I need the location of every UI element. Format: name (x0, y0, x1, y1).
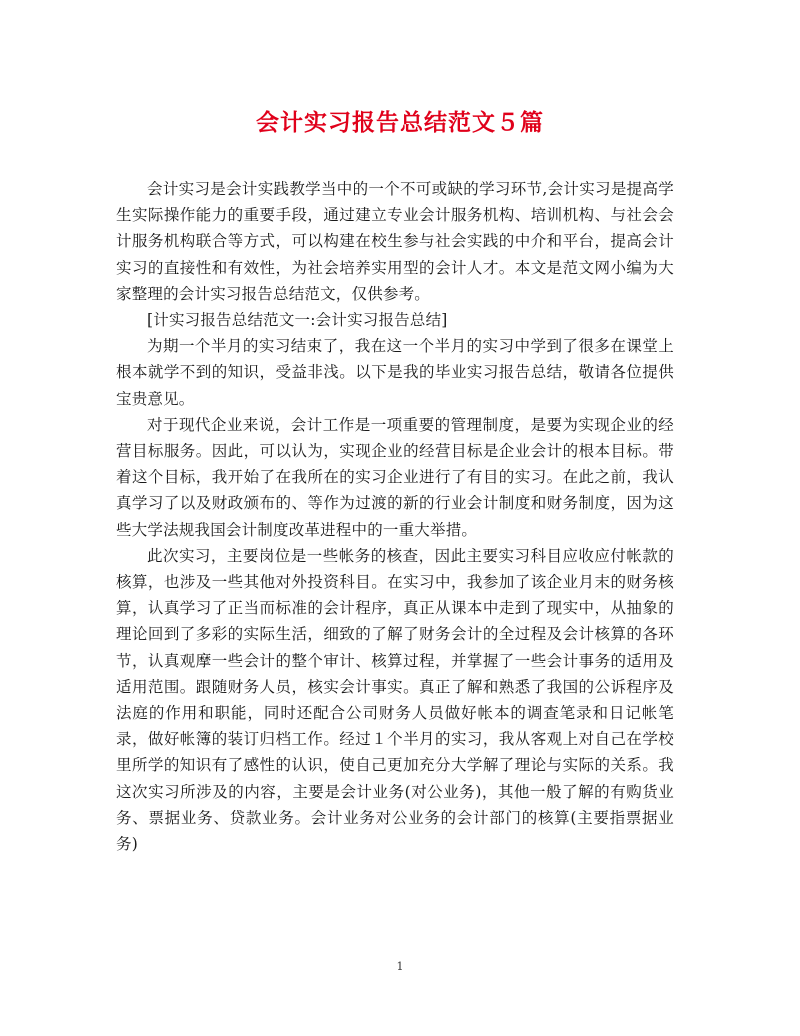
paragraph-opening: 为期一个半月的实习结束了，我在这一个半月的实习中学到了很多在课堂上根本就学不到的知识，受益非浅。以下是我的毕业实习报告总结，敬请各位提供宝贵意见。 (116, 337, 674, 408)
document-title: 会计实习报告总结范文５篇 (256, 109, 544, 136)
paragraph-internship-details: 此次实习，主要岗位是一些帐务的核查，因此主要实习科目应收应付帐款的核算，也涉及一些其他对外投资科目。在实习中，我参加了该企业月末的财务核算，认真学习了正当而标准的会计程序，真正从课本中走到了现实中，从抽象的理论回到了多彩的实际生活，细致的了解了财务会计的全过程及会计核算的各环节，认真观摩一些会计的整个审计、核算过程，并掌握了一些会计事务的适用及适用范围。跟随财务人员，核实会计事实。真正了解和熟悉了我国的公诉程序及法庭的作用和职能，同时还配合公司财务人员做好帐本的调查笔录和日记帐笔录，做好帐簿的装订归档工作。经过１个半月的实习，我从客观上对自己在学校里所学的知识有了感性的认识，使自己更加充分大学解了理论与实际的关系。我这次实习所涉及的内容，主要是会计业务(对公业务)，其他一般了解的有购货业务、票据业务、贷款业务。会计业务对公业务的会计部门的核算(主要指票据业务) (116, 546, 674, 854)
paragraph-section-heading: [计实习报告总结范文一:会计实习报告总结] (147, 311, 448, 330)
paragraph-accounting-work: 对于现代企业来说，会计工作是一项重要的管理制度，是要为实现企业的经营目标服务。因此，可以认为，实现企业的经营目标是企业会计的根本目标。带着这个目标，我开始了在我所在的实习企业进行了有目的实习。在此之前，我认真学习了以及财政颁布的、等作为过渡的新的行业会计制度和财务制度，因为这些大学法规我国会计制度改革进程中的一重大举措。 (116, 415, 674, 539)
paragraph-intro: 会计实习是会计实践教学当中的一个不可或缺的学习环节,会计实习是提高学生实际操作能力的重要手段，通过建立专业会计服务机构、培训机构、与社会会计服务机构联合等方式，可以构建在校生参与社会实践的中介和平台，提高会计实习的直接性和有效性，为社会培养实用型的会计人才。本文是范文网小编为大家整理的会计实习报告总结范文，仅供参考。 (116, 180, 674, 303)
document-body (116, 176, 674, 857)
page-number: 1 (396, 960, 404, 973)
